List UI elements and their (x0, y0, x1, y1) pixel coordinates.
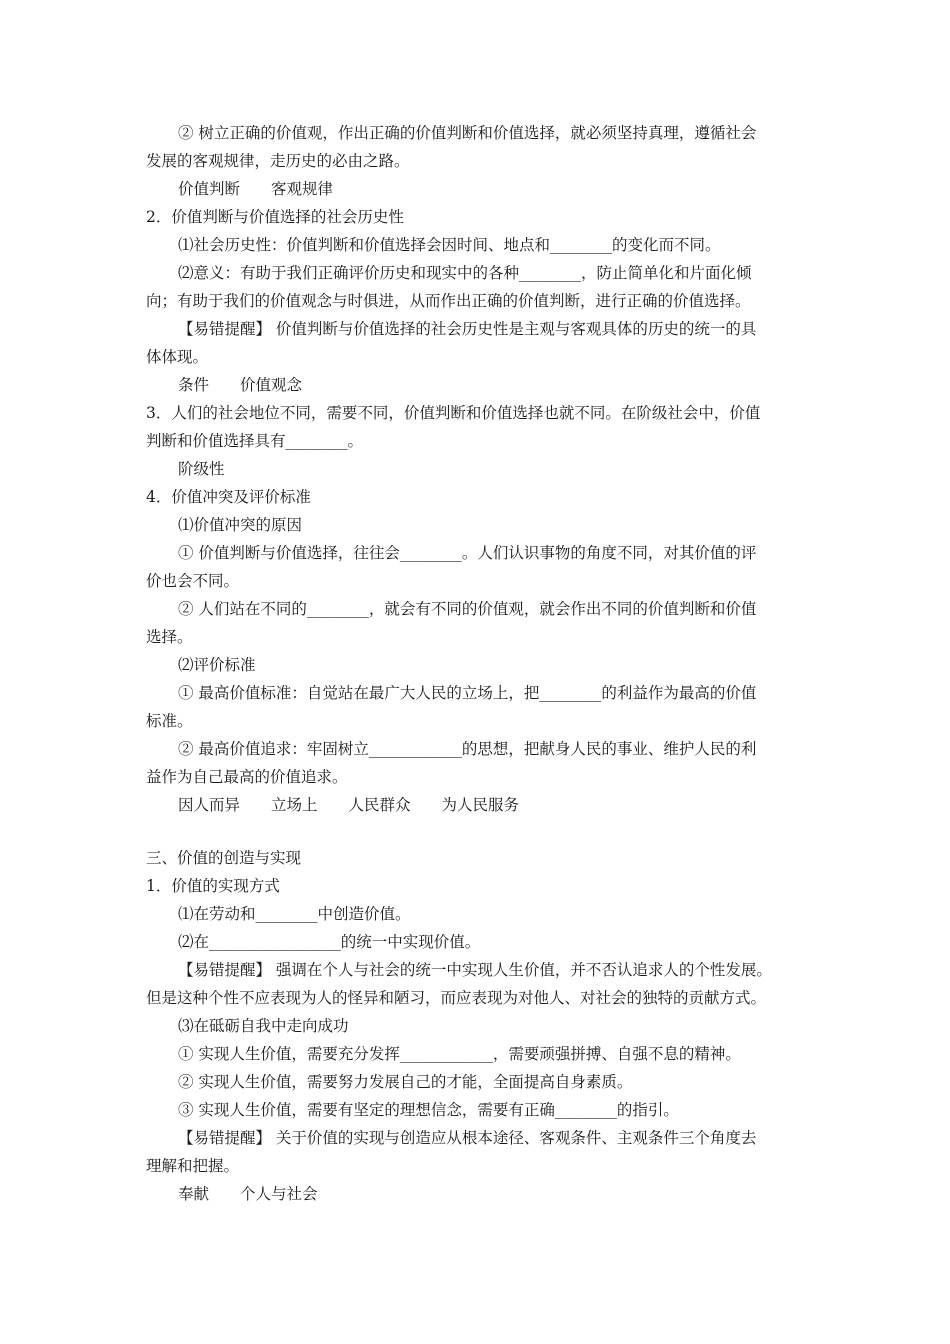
text-line: 理解和把握。 (146, 1157, 240, 1175)
text-line: ② 实现人生价值，需要努力发展自己的才能，全面提高自身素质。 (178, 1073, 633, 1091)
text-line: ① 价值判断与价值选择，往往会________。人们认识事物的角度不同，对其价值的评 (178, 544, 757, 562)
text-line: 向；有助于我们的价值观念与时俱进，从而作出正确的价值判断，进行正确的价值选择。 (146, 292, 751, 310)
text-line: ② 树立正确的价值观，作出正确的价值判断和价值选择，就必须坚持真理，遵循社会 (178, 124, 757, 142)
text-line: 体体现。 (146, 348, 209, 366)
text-line: 选择。 (146, 628, 193, 646)
section-heading: 2．价值判断与价值选择的社会历史性 (146, 208, 404, 226)
subheading: ⑴价值冲突的原因 (178, 516, 303, 534)
text-line: 发展的客观规律，走历史的必由之路。 (146, 152, 410, 170)
text-line: 益作为自己最高的价值追求。 (146, 768, 348, 786)
answer-line: 奉献 个人与社会 (178, 1185, 318, 1203)
subheading: ⑶在砥砺自我中走向成功 (178, 1017, 349, 1035)
text-line: ⑵意义：有助于我们正确评价历史和现实中的各种________，防止简单化和片面化倾 (178, 264, 752, 282)
text-line: ⑴社会历史性：价值判断和价值选择会因时间、地点和________的变化而不同。 (178, 236, 721, 254)
text-line: 但是这种个性不应表现为人的怪异和陋习，而应表现为对他人、对社会的独特的贡献方式。 (146, 989, 767, 1007)
text-line: ③ 实现人生价值，需要有坚定的理想信念，需要有正确________的指引。 (178, 1101, 679, 1119)
answer-line: 因人而异 立场上 人民群众 为人民服务 (178, 796, 520, 814)
text-line: ① 最高价值标准：自觉站在最广大人民的立场上，把________的利益作为最高的价值 (178, 684, 757, 702)
reminder-line: 【易错提醒】 关于价值的实现与创造应从根本途径、客观条件、主观条件三个角度去 (178, 1129, 757, 1147)
chapter-heading: 三、价值的创造与实现 (146, 849, 302, 867)
text-line: ② 人们站在不同的________，就会有不同的价值观，就会作出不同的价值判断和价值 (178, 600, 757, 618)
section-heading: 3．人们的社会地位不同，需要不同，价值判断和价值选择也就不同。在阶级社会中，价值 (146, 404, 761, 422)
reminder-line: 【易错提醒】 强调在个人与社会的统一中实现人生价值，并不否认追求人的个性发展。 (178, 961, 772, 979)
text-line: ⑴在劳动和________中创造价值。 (178, 905, 411, 923)
subheading: ⑵评价标准 (178, 656, 256, 674)
text-line: 标准。 (146, 712, 193, 730)
section-heading: 4．价值冲突及评价标准 (146, 488, 311, 506)
answer-line: 条件 价值观念 (178, 376, 303, 394)
text-line: ① 实现人生价值，需要充分发挥____________，需要顽强拼搏、自强不息的精神。 (178, 1045, 741, 1063)
answer-line: 价值判断 客观规律 (178, 180, 334, 198)
text-line: 价也会不同。 (146, 572, 240, 590)
answer-line: 阶级性 (178, 460, 225, 478)
text-line: ② 最高价值追求：牢固树立____________的思想，把献身人民的事业、维护人民的利 (178, 740, 757, 758)
text-line: ⑵在_________________的统一中实现价值。 (178, 933, 481, 951)
section-heading: 1．价值的实现方式 (146, 877, 280, 895)
reminder-line: 【易错提醒】 价值判断与价值选择的社会历史性是主观与客观具体的历史的统一的具 (178, 320, 757, 338)
text-line: 判断和价值选择具有________。 (146, 432, 364, 450)
